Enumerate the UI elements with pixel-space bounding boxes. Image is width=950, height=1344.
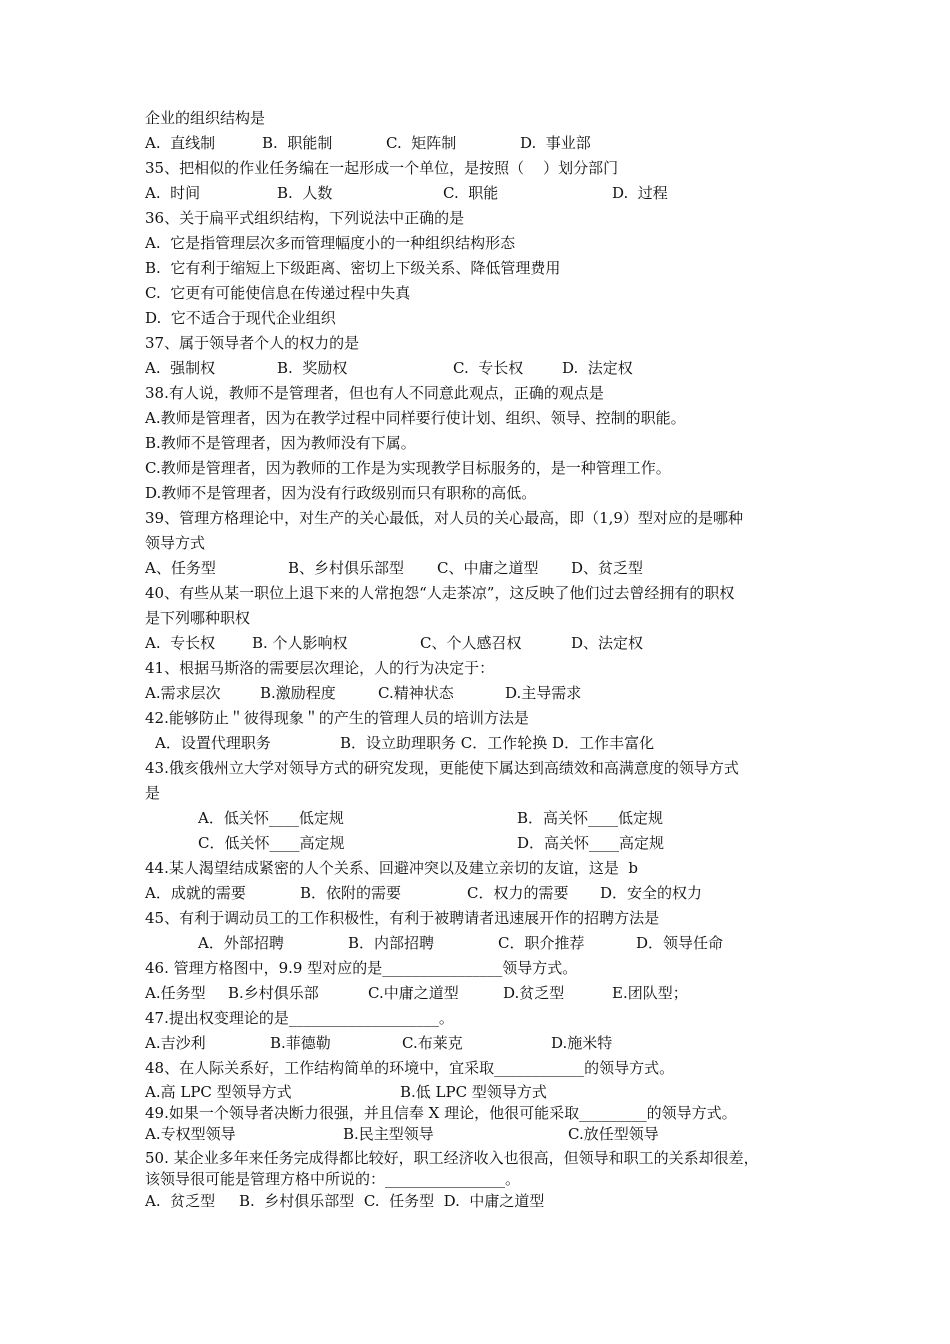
answer-option: B.民主型领导	[343, 1125, 434, 1143]
text-line: 企业的组织结构是	[145, 109, 266, 127]
answer-option: A.专权型领导	[145, 1125, 236, 1143]
answer-option: B．设立助理职务 C．工作轮换 D．工作丰富化	[340, 734, 655, 752]
text-line: A. 贫乏型 B. 乡村俱乐部型 C. 任务型 D. 中庸之道型	[145, 1192, 545, 1210]
text-line: 领导方式	[145, 534, 206, 552]
answer-option: D、法定权	[571, 634, 644, 652]
text-line: B.教师不是管理者，因为教师没有下属。	[145, 434, 416, 452]
answer-option: D.主导需求	[505, 684, 582, 702]
answer-option: B.激励程度	[260, 684, 336, 702]
text-line: 47.提出权变理论的是____________________。	[145, 1009, 454, 1027]
text-line: 是下列哪种职权	[145, 609, 251, 627]
text-line: 43.俄亥俄州立大学对领导方式的研究发现，更能使下属达到高绩效和高满意度的领导方式	[145, 759, 739, 777]
answer-option: D. 过程	[612, 184, 668, 202]
text-line: D.教师不是管理者，因为没有行政级别而只有职称的高低。	[145, 484, 537, 502]
answer-option: B．内部招聘	[348, 934, 435, 952]
text-line: 38.有人说，教师不是管理者，但也有人不同意此观点，正确的观点是	[145, 384, 604, 402]
text-line: 46. 管理方格图中，9.9 型对应的是________________领导方式。	[145, 959, 578, 977]
text-line: 35、把相似的作业任务编在一起形成一个单位，是按照（ ）划分部门	[145, 159, 619, 177]
answer-option: C．低关怀____高定规	[198, 834, 345, 852]
answer-option: D.施米特	[551, 1034, 613, 1052]
text-line: A.教师是管理者，因为在教学过程中同样要行使计划、组织、领导、控制的职能。	[145, 409, 686, 427]
answer-option: A. 强制权	[145, 359, 216, 377]
answer-option: B．依附的需要	[300, 884, 402, 902]
answer-option: C、个人感召权	[420, 634, 522, 652]
text-line: 48、在人际关系好，工作结构简单的环境中，宜采取____________的领导方式。	[145, 1059, 675, 1077]
text-line: 42.能够防止＂彼得现象＂的产生的管理人员的培训方法是	[145, 709, 529, 727]
answer-option: A. 专长权	[145, 634, 216, 652]
answer-option: D．高关怀____高定规	[517, 834, 665, 852]
text-line: 45、有利于调动员工的工作积极性，有利于被聘请者迅速展开作的招聘方法是	[145, 909, 660, 927]
answer-option: A．外部招聘	[198, 934, 284, 952]
answer-option: B. 职能制	[262, 134, 333, 152]
text-line: 50. 某企业多年来任务完成得都比较好，职工经济收入也很高，但领导和职工的关系却很差，	[145, 1149, 759, 1167]
answer-option: D．安全的权力	[600, 884, 703, 902]
text-line: 37、属于领导者个人的权力的是	[145, 334, 360, 352]
answer-option: B.菲德勒	[270, 1034, 331, 1052]
answer-option: A.高 LPC 型领导方式	[145, 1083, 292, 1101]
answer-option: D、贫乏型	[571, 559, 644, 577]
text-line: 是	[145, 784, 161, 802]
answer-option: D．领导任命	[636, 934, 724, 952]
answer-option: C.布莱克	[402, 1034, 463, 1052]
text-line: D. 它不适合于现代企业组织	[145, 309, 336, 327]
answer-option: C.精神状态	[378, 684, 454, 702]
text-line: 36、关于扁平式组织结构，下列说法中正确的是	[145, 209, 465, 227]
answer-option: B. 个人影响权	[252, 634, 348, 652]
text-line: A. 它是指管理层次多而管理幅度小的一种组织结构形态	[145, 234, 516, 252]
answer-option: C、中庸之道型	[437, 559, 539, 577]
answer-option: A.吉沙利	[145, 1034, 206, 1052]
answer-option: C．权力的需要	[467, 884, 569, 902]
answer-option: D. 法定权	[562, 359, 633, 377]
text-line: C.教师是管理者，因为教师的工作是为实现教学目标服务的，是一种管理工作。	[145, 459, 671, 477]
answer-option: C.中庸之道型	[368, 984, 459, 1002]
answer-option: B.低 LPC 型领导方式	[400, 1083, 547, 1101]
text-line: 40、有些从某一职位上退下来的人常抱怨“人走茶凉”，这反映了他们过去曾经拥有的职权	[145, 584, 735, 602]
text-line: C. 它更有可能使信息在传递过程中失真	[145, 284, 411, 302]
answer-option: A.需求层次	[145, 684, 221, 702]
answer-option: B．高关怀____低定规	[517, 809, 664, 827]
answer-option: A．设置代理职务	[155, 734, 271, 752]
answer-option: C.放任型领导	[568, 1125, 659, 1143]
text-line: 49.如果一个领导者决断力很强，并且信奉 X 理论，他很可能采取_________的领导方式。	[145, 1104, 737, 1122]
answer-option: D.贫乏型	[503, 984, 565, 1002]
answer-option: C．职介推荐	[498, 934, 585, 952]
answer-option: B. 奖励权	[277, 359, 348, 377]
answer-option: C. 职能	[443, 184, 499, 202]
answer-option: A．低关怀____低定规	[198, 809, 344, 827]
answer-option: C. 矩阵制	[386, 134, 457, 152]
answer-option: B、乡村俱乐部型	[288, 559, 405, 577]
answer-option: A.任务型	[145, 984, 206, 1002]
text-line: 39、管理方格理论中，对生产的关心最低，对人员的关心最高，即（1,9）型对应的是哪种	[145, 509, 743, 527]
answer-option: E.团队型；	[612, 984, 688, 1002]
answer-option: C. 专长权	[453, 359, 524, 377]
answer-option: A、任务型	[145, 559, 216, 577]
text-line: 41、根据马斯洛的需要层次理论，人的行为决定于：	[145, 659, 495, 677]
text-line: 该领导很可能是管理方格中所说的：________________。	[145, 1170, 521, 1188]
text-line: 44.某人渴望结成紧密的人个关系、回避冲突以及建立亲切的友谊，这是 b	[145, 859, 638, 877]
answer-option: A. 时间	[145, 184, 201, 202]
answer-option: D. 事业部	[520, 134, 591, 152]
answer-option: B. 人数	[277, 184, 333, 202]
answer-option: A. 直线制	[145, 134, 216, 152]
answer-option: A．成就的需要	[145, 884, 246, 902]
text-line: B. 它有利于缩短上下级距离、密切上下级关系、降低管理费用	[145, 259, 561, 277]
answer-option: B.乡村俱乐部	[228, 984, 319, 1002]
